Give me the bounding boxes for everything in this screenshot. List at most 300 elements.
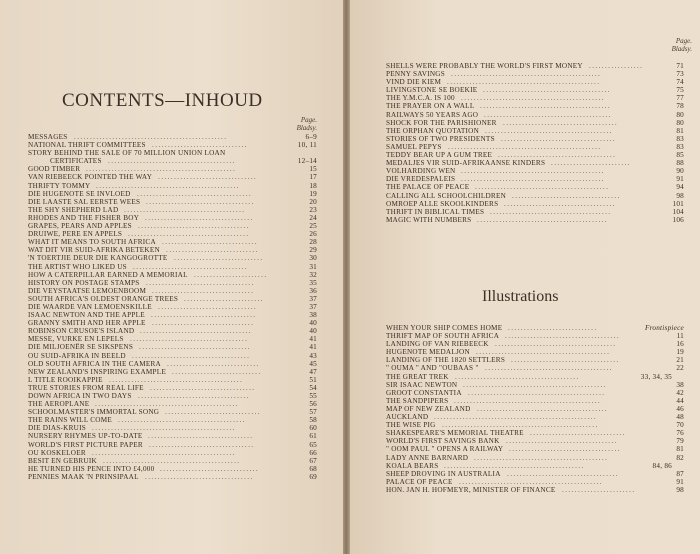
entry-page: 41 bbox=[309, 343, 317, 352]
entry-page: 6–9 bbox=[305, 133, 317, 141]
contents-entry bbox=[386, 111, 684, 119]
entry-title: WHAT IT MEANS TO SOUTH AFRICA bbox=[28, 238, 156, 247]
contents-entry bbox=[386, 470, 684, 478]
dot-leader: ............................. bbox=[166, 246, 259, 255]
entry-title: SAMUEL PEPYS bbox=[386, 142, 442, 151]
entry-page: 69 bbox=[309, 472, 317, 481]
entry-title: OMROEP ALLE SKOOLKINDERS bbox=[386, 199, 499, 208]
entry-page: 10, 11 bbox=[297, 141, 317, 150]
dot-leader: .................................... bbox=[133, 262, 249, 271]
dot-leader: ....................... bbox=[194, 270, 268, 279]
column-head-page: Page. bbox=[675, 37, 692, 45]
contents-entry bbox=[28, 230, 317, 238]
dot-leader: ................................... bbox=[138, 222, 250, 231]
entry-title: THE AEROPLANE bbox=[28, 400, 90, 409]
dot-leader: .............................. bbox=[530, 429, 626, 438]
dot-leader: ....................................... bbox=[455, 372, 580, 381]
contents-entry bbox=[28, 368, 317, 376]
dot-leader: .................................. bbox=[511, 356, 620, 365]
contents-entry bbox=[28, 271, 317, 279]
entry-title: VIND DIE KIEM bbox=[386, 78, 442, 87]
entry-title: SOUTH AFRICA'S OLDEST ORANGE TREES bbox=[28, 294, 179, 303]
dot-leader: ............................................... bbox=[86, 165, 237, 174]
contents-entry bbox=[386, 413, 684, 421]
entry-page: 46 bbox=[676, 404, 684, 413]
contents-entry bbox=[28, 376, 317, 384]
illustrations-list bbox=[386, 324, 684, 494]
entry-title: DIE HUGENOTE SE INVLOED bbox=[28, 189, 131, 198]
dot-leader: ........................................ bbox=[118, 416, 246, 425]
right-page bbox=[350, 0, 700, 554]
contents-entry bbox=[386, 151, 684, 159]
contents-entry bbox=[386, 94, 684, 102]
entry-title: DIE VEYSTAATSE LEMOENBOOM bbox=[28, 286, 147, 295]
contents-entry bbox=[28, 416, 317, 424]
dot-leader: ............................................. bbox=[463, 380, 607, 389]
entry-title: MAP OF NEW ZEALAND bbox=[386, 404, 471, 413]
entry-title: " OOM PAUL " OPENS A RAILWAY bbox=[386, 445, 504, 454]
dot-leader: ................................................ bbox=[448, 142, 602, 151]
contents-entry bbox=[28, 400, 317, 408]
entry-page: 54 bbox=[309, 383, 317, 392]
entry-page: 42 bbox=[676, 388, 684, 397]
contents-entry bbox=[28, 238, 317, 246]
entry-page: 60 bbox=[309, 424, 317, 433]
contents-entry bbox=[28, 384, 317, 392]
dot-leader: ................................. bbox=[149, 440, 255, 449]
entry-page: 11 bbox=[676, 332, 684, 341]
entry-title: DIE DIAS-KRUIS bbox=[28, 424, 87, 433]
contents-entry bbox=[28, 352, 317, 360]
dot-leader: ................................................ bbox=[74, 133, 228, 141]
contents-entry bbox=[28, 198, 317, 206]
dot-leader: ............................................. bbox=[95, 400, 239, 409]
entry-page: 40 bbox=[309, 319, 317, 328]
dot-leader: ............................................. bbox=[96, 181, 240, 190]
contents-entry bbox=[386, 429, 684, 437]
dot-leader: ................................. bbox=[150, 383, 256, 392]
entry-page: 98 bbox=[676, 485, 684, 494]
dot-leader: ............................... bbox=[160, 464, 260, 473]
entry-page: 79 bbox=[676, 437, 684, 446]
contents-title: CONTENTS—INHOUD bbox=[62, 90, 263, 111]
entry-page: 90 bbox=[676, 167, 684, 176]
entry-page: 16 bbox=[676, 340, 684, 349]
entry-page: 33, 34, 35 bbox=[640, 372, 672, 381]
entry-title: HOW A CATERPILLAR EARNED A MEMORIAL bbox=[28, 270, 188, 279]
contents-entry bbox=[386, 324, 684, 332]
contents-entry bbox=[386, 62, 684, 70]
entry-title: NEW ZEALAND'S INSPIRING EXAMPLE bbox=[28, 367, 167, 376]
entry-title: THRIFTY TOMMY bbox=[28, 181, 91, 190]
entry-title: MESSAGES bbox=[28, 133, 68, 141]
entry-page: 66 bbox=[309, 448, 317, 457]
dot-leader: ................................... bbox=[509, 445, 621, 454]
dot-leader: .............................. bbox=[152, 141, 248, 150]
dot-leader: ............................................ bbox=[444, 461, 585, 470]
dot-leader: ............................ bbox=[174, 254, 264, 263]
entry-title: STORIES OF TWO PRESIDENTS bbox=[386, 134, 495, 143]
entry-page: 55 bbox=[309, 392, 317, 400]
contents-entry bbox=[386, 486, 684, 494]
dot-leader: .................................... bbox=[501, 134, 617, 143]
entry-title: THE SANDPIPERS bbox=[386, 396, 449, 405]
contents-entry bbox=[28, 133, 317, 141]
column-head-bladsy: Bladsy. bbox=[671, 45, 692, 53]
dot-leader: .......................................... bbox=[109, 375, 244, 384]
dot-leader: ............................ bbox=[508, 324, 598, 332]
entry-title: THE ARTIST WHO LIKED US bbox=[28, 262, 127, 271]
entry-title: SHAKESPEARE'S MEMORIAL THEATRE bbox=[386, 429, 524, 438]
dot-leader: ............................................. bbox=[92, 424, 236, 433]
entry-page: 56 bbox=[309, 400, 317, 409]
entry-page: 36 bbox=[309, 286, 317, 295]
entry-page: 28 bbox=[309, 238, 317, 247]
entry-page: 73 bbox=[676, 70, 684, 79]
entry-title: THE ORPHAN QUOTATION bbox=[386, 126, 480, 135]
dot-leader: ......................... bbox=[184, 294, 264, 303]
entry-title: DIE MILJOENËR SE SIKSPENS bbox=[28, 343, 134, 352]
contents-entry bbox=[386, 86, 684, 94]
contents-entry bbox=[28, 190, 317, 198]
entry-page: 45 bbox=[309, 359, 317, 368]
entry-title: VOLHARDING WEN bbox=[386, 167, 456, 176]
contents-entry bbox=[386, 340, 684, 348]
dot-leader: .......................................... bbox=[476, 348, 611, 357]
contents-entry bbox=[28, 206, 317, 214]
contents-entry bbox=[386, 119, 684, 127]
contents-entry bbox=[386, 348, 684, 356]
entry-page: 94 bbox=[676, 183, 684, 192]
entry-page: 19 bbox=[676, 348, 684, 357]
dot-leader: ................................... bbox=[507, 469, 619, 478]
entry-page: 15 bbox=[309, 165, 317, 174]
dot-leader: ......................................... bbox=[477, 215, 609, 224]
contents-entry bbox=[386, 356, 684, 364]
entry-title: AUCKLAND bbox=[386, 413, 429, 422]
dot-leader: ................................................... bbox=[434, 413, 598, 422]
entry-title: CERTIFICATES bbox=[50, 157, 102, 166]
entry-title: RAILWAYS 50 YEARS AGO bbox=[386, 110, 479, 119]
entry-page: 26 bbox=[309, 230, 317, 239]
entry-page: 84, 86 bbox=[652, 461, 672, 470]
entry-title: " OUMA " AND "OUBAAS " bbox=[386, 364, 479, 373]
entry-page: 80 bbox=[676, 110, 684, 119]
dot-leader: ...................................... bbox=[124, 205, 246, 214]
entry-page: 22 bbox=[676, 364, 684, 373]
contents-entry bbox=[386, 389, 684, 397]
contents-entry bbox=[386, 216, 684, 224]
entry-title: 'N TOERTJIE DEUR DIE KANGOGROTTE bbox=[28, 254, 168, 263]
contents-entry bbox=[386, 445, 684, 453]
entry-title: SHEEP DROVING IN AUSTRALIA bbox=[386, 469, 501, 478]
contents-entry bbox=[386, 70, 684, 78]
dot-leader: ................................. bbox=[151, 311, 257, 320]
illustrations-title: Illustrations bbox=[482, 288, 559, 305]
contents-entry bbox=[386, 167, 684, 175]
entry-title: WORLD'S FIRST PICTURE PAPER bbox=[28, 440, 143, 449]
contents-entry bbox=[28, 327, 317, 335]
contents-entry bbox=[386, 437, 684, 445]
dot-leader: ...................................... bbox=[128, 230, 250, 239]
dot-leader: ........................................... bbox=[468, 388, 606, 397]
entry-title: LANDING OF THE 1820 SETTLERS bbox=[386, 356, 506, 365]
entry-title: THE GREAT TREK bbox=[386, 372, 449, 381]
entry-title: KOALA BEARS bbox=[386, 461, 439, 470]
entry-page: 19 bbox=[309, 189, 317, 198]
entry-page: 44 bbox=[676, 396, 684, 405]
entry-title: CALLING ALL SCHOOLCHILDREN bbox=[386, 191, 507, 200]
entry-title: HISTORY ON POSTAGE STAMPS bbox=[28, 278, 140, 287]
contents-entry bbox=[28, 263, 317, 271]
entry-page: 23 bbox=[309, 205, 317, 214]
entry-title: PALACE OF PEACE bbox=[386, 477, 453, 486]
dot-leader: .............................. bbox=[165, 408, 261, 417]
contents-entry bbox=[386, 421, 684, 429]
entry-title: DOWN AFRICA IN TWO DAYS bbox=[28, 392, 132, 400]
contents-entry bbox=[28, 441, 317, 449]
entry-title: THE PRAYER ON A WALL bbox=[386, 102, 475, 111]
contents-entry bbox=[386, 192, 684, 200]
dot-leader: .................................... bbox=[505, 332, 621, 341]
entry-title: THE WISE PIG bbox=[386, 421, 436, 430]
contents-entry bbox=[28, 157, 317, 165]
entry-page: 40 bbox=[309, 327, 317, 336]
dot-leader: ..................................... bbox=[130, 335, 249, 344]
entry-title: DIE LAASTE SAL EERSTE WEES bbox=[28, 197, 141, 206]
entry-page: 37 bbox=[309, 302, 317, 311]
dot-leader: ............................. bbox=[167, 359, 260, 368]
contents-entry bbox=[28, 408, 317, 416]
contents-entry bbox=[28, 319, 317, 327]
contents-entry bbox=[386, 175, 684, 183]
dot-leader: ......................... bbox=[551, 159, 631, 168]
dot-leader: ........................................ bbox=[483, 86, 611, 95]
entry-title: MAGIC WITH NUMBERS bbox=[386, 215, 472, 224]
entry-page: 83 bbox=[676, 134, 684, 143]
dot-leader: ................................... bbox=[140, 327, 252, 336]
dot-leader: ................................... bbox=[139, 343, 251, 352]
contents-entry bbox=[28, 311, 317, 319]
entry-title: GRAPES, PEARS AND APPLES bbox=[28, 222, 132, 231]
contents-entry bbox=[28, 303, 317, 311]
contents-entry bbox=[386, 200, 684, 208]
contents-entry bbox=[386, 102, 684, 110]
dot-leader: ......................................... bbox=[477, 404, 609, 413]
entry-page: 18 bbox=[309, 181, 317, 190]
contents-entry bbox=[386, 364, 684, 372]
entry-title: THE PALACE OF PEACE bbox=[386, 183, 470, 192]
entry-title: THRIFT IN BIBLICAL TIMES bbox=[386, 207, 485, 216]
dot-leader: ........................................ bbox=[485, 364, 613, 373]
entry-page: 17 bbox=[309, 173, 317, 182]
entry-page: 106 bbox=[672, 215, 684, 224]
entry-page: 47 bbox=[309, 367, 317, 376]
dot-leader: ............................... bbox=[158, 302, 258, 311]
dot-leader: ................................. bbox=[148, 432, 254, 441]
dot-leader: ........................................... bbox=[103, 456, 241, 465]
entry-title: SCHOOLMASTER'S IMMORTAL SONG bbox=[28, 408, 160, 417]
entry-title: THRIFT MAP OF SOUTH AFRICA bbox=[386, 332, 500, 341]
dot-leader: .................................... bbox=[503, 118, 619, 127]
contents-list bbox=[28, 133, 317, 481]
entry-title: LADY ANNE BARNARD bbox=[386, 453, 469, 462]
entry-title: ISAAC NEWTON AND THE APPLE bbox=[28, 311, 145, 320]
entry-page: 12–14 bbox=[297, 157, 317, 166]
contents-entry bbox=[386, 397, 684, 405]
left-page bbox=[0, 0, 343, 554]
dot-leader: ............................................. bbox=[461, 167, 605, 176]
contents-entry bbox=[28, 182, 317, 190]
dot-leader: .................................... bbox=[137, 189, 253, 198]
entry-page: 78 bbox=[676, 102, 684, 111]
entry-title: MESSE, VURKE EN LEPELS bbox=[28, 335, 124, 344]
entry-page: 65 bbox=[309, 440, 317, 449]
contents-entry bbox=[386, 127, 684, 135]
contents-entry bbox=[28, 424, 317, 432]
entry-page: 61 bbox=[309, 432, 317, 441]
entry-page: 71 bbox=[676, 62, 684, 70]
entry-page: 75 bbox=[676, 86, 684, 95]
entry-page: 83 bbox=[676, 142, 684, 151]
contents-entry bbox=[28, 360, 317, 368]
contents-entry bbox=[28, 449, 317, 457]
contents-entry bbox=[28, 254, 317, 262]
entry-title: GOOD TIMBER bbox=[28, 165, 81, 174]
entry-title: LIVINGSTONE SE BOEKIE bbox=[386, 86, 478, 95]
contents-entry bbox=[386, 478, 684, 486]
entry-page: 81 bbox=[676, 445, 684, 454]
contents-entry bbox=[28, 457, 317, 465]
dot-leader: ...................................... bbox=[490, 207, 612, 216]
entry-page: 85 bbox=[676, 151, 684, 160]
entry-title: OLD SOUTH AFRICA IN THE CAMERA bbox=[28, 359, 161, 368]
entry-page: 35 bbox=[309, 278, 317, 287]
entry-page: 88 bbox=[676, 159, 684, 168]
entry-title: VAN RIEBEECK POINTED THE WAY bbox=[28, 173, 153, 182]
entry-page: 43 bbox=[309, 351, 317, 360]
entry-page: Frontispiece bbox=[644, 324, 684, 332]
dot-leader: ............................................. bbox=[461, 94, 605, 103]
dot-leader: .................................. bbox=[145, 472, 254, 481]
dot-leader: .......................................... bbox=[474, 453, 609, 462]
entry-title: WHEN YOUR SHIP COMES HOME bbox=[386, 324, 503, 332]
contents-entry bbox=[28, 149, 317, 157]
contents-entry bbox=[28, 246, 317, 254]
contents-entry bbox=[386, 373, 684, 381]
entry-title: PENNY SAVINGS bbox=[386, 70, 445, 79]
entry-title: WORLD'S FIRST SAVINGS BANK bbox=[386, 437, 500, 446]
entry-page: 41 bbox=[309, 335, 317, 344]
contents-entry bbox=[28, 141, 317, 149]
entry-title: MEDALJES VIR SUID-AFRIKAANSE KINDERS bbox=[386, 159, 546, 168]
entry-title: GRANNY SMITH AND HER APPLE bbox=[28, 319, 146, 328]
entry-title: PENNIES MAAK 'N PRINSIPAAL bbox=[28, 472, 139, 481]
contents-entry bbox=[28, 343, 317, 351]
dot-leader: ................................ bbox=[152, 319, 255, 328]
entry-page: 32 bbox=[309, 270, 317, 279]
contents-entry bbox=[386, 183, 684, 191]
contents-entry bbox=[28, 214, 317, 222]
entry-page: 67 bbox=[309, 456, 317, 465]
entry-page: 57 bbox=[309, 408, 317, 417]
entry-page: 25 bbox=[309, 222, 317, 231]
dot-leader: .......................................... bbox=[475, 183, 610, 192]
contents-entry bbox=[28, 173, 317, 181]
contents-entry bbox=[28, 287, 317, 295]
entry-title: RHODES AND THE FISHER BOY bbox=[28, 213, 140, 222]
entry-page: 82 bbox=[676, 453, 684, 462]
entry-page: 76 bbox=[676, 429, 684, 438]
entry-page: 87 bbox=[676, 469, 684, 478]
dot-leader: ................................... bbox=[138, 392, 250, 400]
entry-page: 80 bbox=[676, 118, 684, 127]
entry-page: 37 bbox=[309, 294, 317, 303]
dot-leader: .................................. bbox=[146, 197, 255, 206]
entry-title: ROBINSON CRUSOE'S ISLAND bbox=[28, 327, 135, 336]
entry-page: 98 bbox=[676, 191, 684, 200]
entry-title: DIE WAARDE VAN LEMOENSKILLE bbox=[28, 302, 152, 311]
dot-leader: ................................................. bbox=[442, 421, 599, 430]
contents-entry bbox=[386, 381, 684, 389]
entry-title: BESIT EN GEBRUIK bbox=[28, 456, 97, 465]
entry-page: 31 bbox=[309, 262, 317, 271]
dot-leader: .............................. bbox=[162, 238, 258, 247]
dot-leader: ............................ bbox=[172, 367, 262, 376]
contents-entry bbox=[386, 332, 684, 340]
contents-entry bbox=[28, 392, 317, 400]
dot-leader: ................................................ bbox=[447, 78, 601, 87]
entry-title: WAT DIT VIR SUID-AFRIKA BETEKEN bbox=[28, 246, 160, 255]
entry-title: OU SUID-AFRIKA IN BEELD bbox=[28, 351, 126, 360]
entry-page: 81 bbox=[676, 126, 684, 135]
entry-page: 58 bbox=[309, 416, 317, 425]
entry-title: HE TURNED HIS PENCE INTO £4,000 bbox=[28, 464, 155, 473]
entry-page: 24 bbox=[309, 213, 317, 222]
book-gutter bbox=[343, 0, 350, 554]
dot-leader: ................. bbox=[589, 62, 644, 70]
contents-entry bbox=[386, 208, 684, 216]
dot-leader: ........................................ bbox=[108, 157, 236, 166]
entry-page: 30 bbox=[309, 254, 317, 263]
contents-entry bbox=[386, 135, 684, 143]
entry-title: THE SHY SHEPHERD LAD bbox=[28, 205, 119, 214]
dot-leader: ........................................ bbox=[485, 126, 613, 135]
entry-title: NATIONAL THRIFT COMMITTEES bbox=[28, 141, 146, 150]
entry-title: NURSERY RHYMES UP-TO-DATE bbox=[28, 432, 143, 441]
dot-leader: ................................... bbox=[504, 199, 616, 208]
contents-entry bbox=[386, 454, 684, 462]
dot-leader: ......................................... bbox=[480, 102, 612, 111]
dot-leader: ............................................. bbox=[461, 175, 605, 184]
entry-page: 104 bbox=[672, 207, 684, 216]
dot-leader: ...................................... bbox=[495, 340, 617, 349]
entry-title: HUGENOTE MEDALJON bbox=[386, 348, 470, 357]
contents-entry bbox=[28, 295, 317, 303]
entry-page: 20 bbox=[309, 197, 317, 206]
entry-page: 101 bbox=[672, 199, 684, 208]
entry-title: TEDDY BEAR UP A GUM TREE bbox=[386, 151, 493, 160]
entry-title: THE RAINS WILL COME bbox=[28, 416, 113, 425]
contents-entry bbox=[28, 165, 317, 173]
entry-page: 38 bbox=[309, 311, 317, 320]
entry-title: SHOCK FOR THE PARISHIONER bbox=[386, 118, 497, 127]
entry-title: L TITLE ROOIKAPPIE bbox=[28, 375, 103, 384]
contents-entry bbox=[386, 143, 684, 151]
contents-entry bbox=[386, 462, 684, 470]
entry-page: 38 bbox=[676, 380, 684, 389]
contents-entry bbox=[28, 473, 317, 481]
